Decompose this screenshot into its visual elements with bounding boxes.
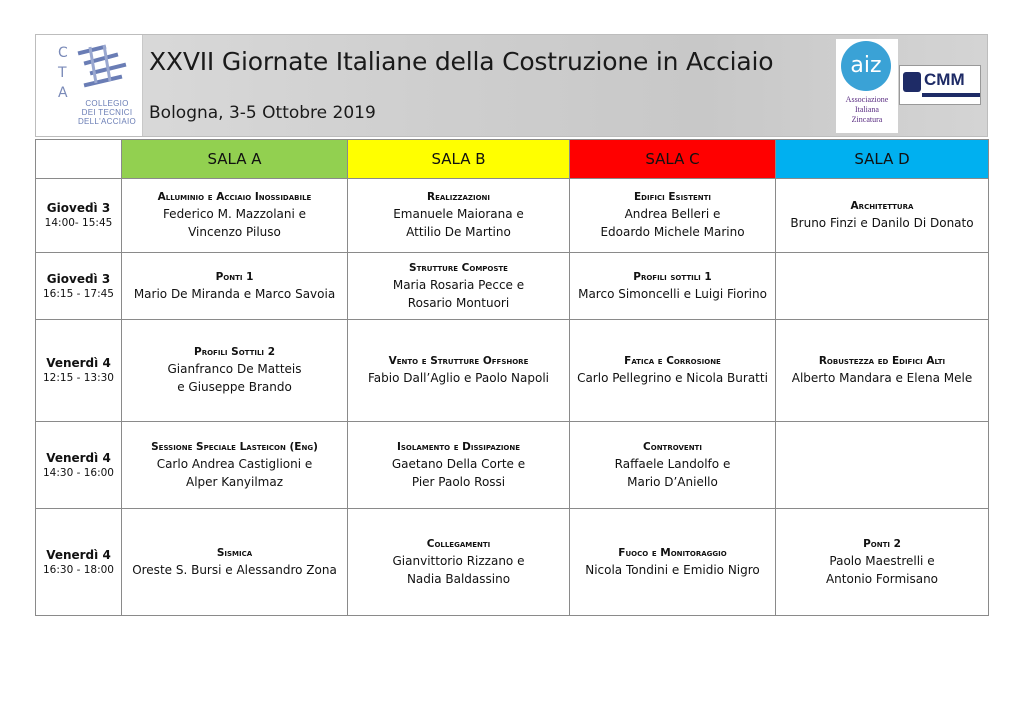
time-range: 16:15 - 17:45 [43, 287, 114, 300]
session-cell [570, 179, 776, 253]
session-speakers: Gaetano Della Corte e [391, 456, 526, 471]
aiz-caption: Associazione Italiana Zincatura [845, 95, 889, 124]
table-row [36, 509, 989, 616]
session-title: Robustezza ed Edifici Alti [818, 355, 946, 367]
session-speakers: Antonio Formisano [825, 571, 939, 586]
session-speakers: Andrea Belleri e [624, 207, 721, 221]
session-speakers: Oreste S. Bursi e Alessandro Zona [132, 562, 337, 577]
session-cell [776, 179, 989, 253]
session-speakers: Gianvittorio Rizzano e [392, 553, 525, 568]
session-speakers: Mario D’Aniello [627, 474, 718, 489]
day-label: Venerdì 4 [46, 547, 111, 562]
session-speakers: Rosario Montuori [407, 295, 510, 310]
session-speakers: Bruno Finzi e Danilo Di Donato [790, 216, 974, 230]
session-speakers: Federico M. Mazzolani e [162, 207, 307, 221]
time-range: 16:30 - 18:00 [43, 563, 114, 576]
session-speakers: Alberto Mandara e Elena Mele [791, 371, 973, 385]
session-title: Profili Sottili 2 [194, 346, 275, 358]
session-speakers: Pier Paolo Rossi [411, 474, 506, 489]
session-cell [122, 179, 348, 253]
time-range: 14:00- 15:45 [44, 217, 113, 229]
session-speakers: Alper Kanyilmaz [185, 474, 284, 489]
session-title: Sessione Speciale Lasteicon (Eng) [151, 440, 318, 453]
session-cell [122, 253, 348, 320]
cmm-underline [922, 93, 980, 97]
session-title: Architettura [850, 200, 914, 212]
aiz-logo-mark: aiz [841, 41, 891, 91]
cta-letter-a: A [58, 85, 68, 101]
page-title: XXVII Giornate Italiane della Costruzione in Acciaio [149, 47, 774, 76]
session-title: Strutture Composte [409, 261, 508, 274]
table-row [36, 179, 989, 253]
session-speakers: Maria Rosaria Pecce e [392, 277, 525, 292]
session-speakers: e Giuseppe Brando [177, 380, 292, 394]
sala-c-header: SALA C [570, 140, 776, 179]
cmm-emblem-icon [903, 72, 921, 92]
session-cell [570, 422, 776, 509]
session-title: Collegamenti [426, 537, 491, 550]
table-row [36, 422, 989, 509]
session-title: Sismica [216, 546, 253, 559]
time-slot-cell [36, 253, 122, 320]
session-cell [348, 253, 570, 320]
session-cell [776, 422, 989, 509]
cmm-logo [899, 65, 981, 105]
table-row [36, 253, 989, 320]
session-title: Vento e Strutture Offshore [388, 355, 529, 367]
session-speakers: Carlo Andrea Castiglioni e [156, 456, 313, 471]
session-cell [776, 320, 989, 422]
session-title: Controventi [643, 440, 702, 453]
header-banner [35, 34, 988, 137]
session-title: Realizzazioni [426, 191, 490, 203]
session-cell [122, 422, 348, 509]
time-slot-cell [36, 320, 122, 422]
cta-logo [36, 35, 143, 136]
cta-caption: COLLEGIO DEI TECNICI DELL'ACCIAIO [77, 99, 137, 126]
session-cell [348, 422, 570, 509]
time-slot-cell [36, 509, 122, 616]
day-label: Venerdì 4 [46, 356, 111, 370]
time-slot-cell [36, 179, 122, 253]
session-cell [776, 509, 989, 616]
time-range: 14:30 - 16:00 [43, 466, 114, 479]
session-speakers: Nadia Baldassino [406, 571, 511, 586]
session-cell [348, 179, 570, 253]
sala-b-header: SALA B [348, 140, 570, 179]
schedule-table [35, 139, 989, 616]
session-title: Isolamento e Dissipazione [396, 440, 521, 453]
day-label: Giovedì 3 [46, 271, 111, 286]
session-title: Fuoco e Monitoraggio [618, 546, 727, 559]
session-speakers: Marco Simoncelli e Luigi Fiorino [578, 286, 767, 301]
session-speakers: Nicola Tondini e Emidio Nigro [585, 562, 760, 577]
session-title: Alluminio e Acciaio Inossidabile [157, 191, 312, 203]
day-label: Giovedì 3 [46, 201, 111, 215]
time-slot-cell [36, 422, 122, 509]
session-cell [570, 253, 776, 320]
corner-cell [36, 140, 122, 179]
sala-d-header: SALA D [776, 140, 989, 179]
session-speakers: Mario De Miranda e Marco Savoia [133, 286, 336, 301]
table-row [36, 320, 989, 422]
session-speakers: Vincenzo Piluso [188, 225, 281, 239]
session-speakers: Attilio De Martino [406, 225, 511, 239]
session-cell [348, 509, 570, 616]
session-speakers: Fabio Dall’Aglio e Paolo Napoli [367, 371, 550, 385]
cta-letter-c: C [58, 45, 68, 61]
session-cell [348, 320, 570, 422]
cta-letter-t: T [58, 65, 67, 81]
session-title: Ponti 2 [863, 537, 901, 550]
session-speakers: Carlo Pellegrino e Nicola Buratti [577, 371, 768, 385]
session-speakers: Paolo Maestrelli e [829, 553, 935, 568]
day-label: Venerdì 4 [46, 450, 111, 465]
session-speakers: Edoardo Michele Marino [600, 225, 745, 239]
session-speakers: Emanuele Maiorana e [393, 207, 524, 221]
event-location-date: Bologna, 3-5 Ottobre 2019 [149, 103, 376, 123]
session-cell [570, 509, 776, 616]
session-speakers: Raffaele Landolfo e [614, 456, 731, 471]
session-cell [570, 320, 776, 422]
session-cell [776, 253, 989, 320]
steel-lattice-icon [76, 43, 128, 89]
sala-a-header: SALA A [122, 140, 348, 179]
aiz-logo [836, 39, 898, 133]
session-title: Edifici Esistenti [633, 191, 712, 203]
session-title: Ponti 1 [215, 270, 254, 283]
session-speakers: Gianfranco De Matteis [167, 362, 302, 376]
session-cell [122, 509, 348, 616]
cmm-logo-text: CMM [924, 70, 965, 89]
time-range: 12:15 - 13:30 [43, 372, 114, 384]
session-title: Fatica e Corrosione [624, 355, 721, 367]
session-cell [122, 320, 348, 422]
header-row [36, 140, 989, 179]
session-title: Profili sottili 1 [633, 270, 712, 283]
